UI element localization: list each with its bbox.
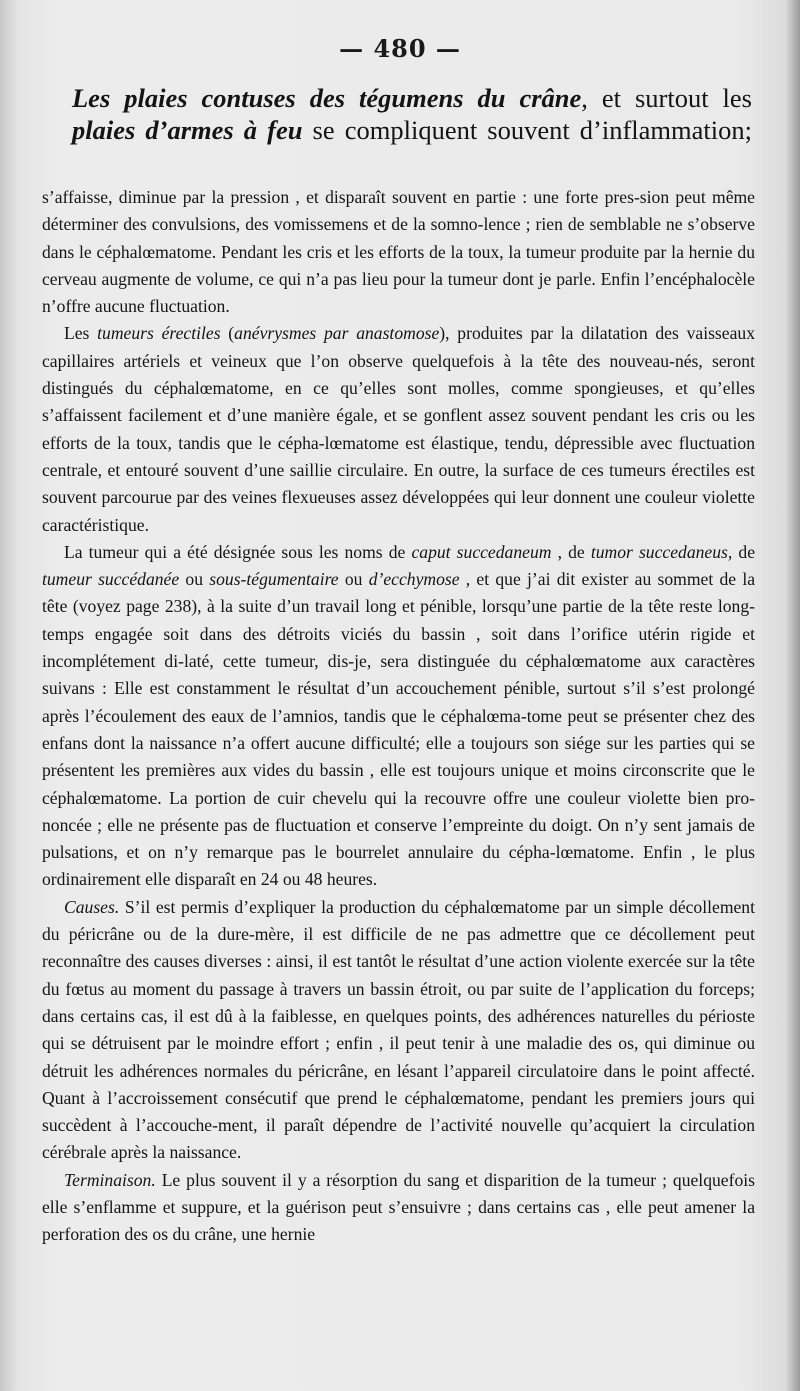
p2-text-a: Les bbox=[64, 323, 98, 344]
p2-text-c: ), produites par la dilatation des vaisseaux capillaires artériels et veineux que l’on observe quelquefois à la tête des nouveau-nés, seront distingués du céphalœmatome, en ce qu’elles sont molles, comme spongieuses, et qu’elles s’affaissent facilement et d’une manière égale, et se gonflent assez souvent pendant les cris ou les efforts de la toux, tandis que le cépha-lœmatome est élastique, tendu, dépressible avec fluctuation centrale, et entouré souvent d’une saillie circulaire. En outre, la surface de ces tumeurs érectiles est souvent parcourue par des veines flexueuses assez développées qui leur donnent une couleur violette caractéristique. bbox=[42, 323, 755, 535]
body-text bbox=[42, 184, 755, 1249]
p3-text-c: de bbox=[732, 541, 756, 562]
paragraph-1: s’affaisse, diminue par la pression , et disparaît souvent en partie : une forte pres-sion peut même déterminer des convulsions, des vomissemens et de la somno-lence ; rien de semblable ne s’observe dans le céphalœmatome. Pendant les cris et les efforts de la toux, la tumeur produite par la hernie du cerveau augmente de volume, ce qui n’a pas lieu pour la tumeur dont je parle. Enfin l’encéphalocèle n’offre aucune fluctuation. bbox=[42, 187, 755, 317]
p4-text: S’il est permis d’expliquer la production du céphalœmatome par un simple décollement du péricrâne ou de la dure-mère, il est difficile de ne pas admettre que ce décollement peut reconnaître des causes diverses : ainsi, il est tantôt le résultat d’une action violente exercée sur la tête du fœtus au moment du passage à travers un bassin étroit, ou par suite de l’application du forceps; dans certains cas, il est dû à la faiblesse, en quelques points, des adhérences naturelles du périoste qui se détruisent par le moindre effort ; enfin , il peut tenir à une maladie des os, qui diminue ou détruit les adhérences normales du péricrâne, en lésant l’appareil circulatoire dans le point affecté. Quant à l’accroissement consécutif que prend le céphalœmatome, pendant les premiers jours qui succèdent à l’accouche-ment, il paraît dépendre de l’activité nouvelle qu’acquiert la circulation cérébrale après la naissance. bbox=[42, 896, 755, 1163]
p3-italic-5: d’ecchymose bbox=[368, 569, 460, 590]
heading-italic-1: Les plaies contuses des tégumens du crâne bbox=[72, 83, 582, 113]
p3-text-b: , de bbox=[551, 541, 591, 562]
paragraph-3 bbox=[42, 539, 755, 894]
p3-italic-2: tumor succedaneus, bbox=[590, 541, 733, 562]
p5-text: Le plus souvent il y a résorption du sang et disparition de la tumeur ; quelquefois elle s’enflamme et suppure, et la guérison peut s’ensuivre ; dans certains cas , elle peut amener la perforation des os du crâne, une hernie bbox=[42, 1169, 755, 1245]
p3-text-d: ou bbox=[179, 569, 210, 590]
heading-text-1: , et surtout les bbox=[581, 83, 752, 113]
p3-italic-3: tumeur succédanée bbox=[42, 569, 180, 590]
p2-italic-2: anévrysmes par anastomose bbox=[234, 323, 440, 344]
paragraph-5 bbox=[42, 1167, 755, 1249]
heading-italic-2: plaies d’armes à feu bbox=[72, 115, 303, 145]
p3-italic-1: caput succedaneum bbox=[411, 541, 552, 562]
heading-line-1 bbox=[72, 82, 752, 114]
p4-italic: Causes. bbox=[64, 896, 120, 917]
paragraph-4 bbox=[42, 894, 755, 1167]
p3-text-e: ou bbox=[338, 569, 369, 590]
page-heading bbox=[72, 82, 752, 146]
p2-text-b: ( bbox=[220, 323, 235, 344]
paragraph-2 bbox=[42, 320, 755, 538]
heading-line-2 bbox=[72, 114, 752, 146]
heading-text-2: se compliquent souvent d’inflammation; bbox=[302, 115, 753, 145]
p5-italic: Terminaison. bbox=[64, 1169, 156, 1190]
p3-text-f: , et que j’ai dit exister au sommet de la tête (voyez page 238), à la suite d’un travail long et pénible, lorsqu’une partie de la tête reste long-temps engagée soit dans des détroits viciés du bassin , soit dans l’orifice utérin rigide et incomplétement di-laté, cette tumeur, dis-je, sera distinguée du céphalœmatome aux caractères suivans : Elle est constamment le résultat d’un accouchement pénible, surtout s’il s’est prolongé après l’écoulement des eaux de l’amnios, tandis que le céphalœma-tome peut se présenter chez des enfans dont la naissance n’a offert aucune difficulté; elle a toujours son siége sur les parties qui se présentent les premières aux vides du bassin , elle est toujours unique et moins circonscrite que le céphalœmatome. La portion de cuir chevelu qui la recouvre offre une couleur violette bien pro-noncée ; elle ne présente pas de fluctuation et conserve l’empreinte du doigt. On n’y sent jamais de pulsations, et on n’y remarque pas le bourrelet annulaire du cépha-lœmatome. Enfin , le plus ordinairement elle disparaît en 24 ou 48 heures. bbox=[42, 569, 756, 890]
p3-text-a: La tumeur qui a été désignée sous les noms de bbox=[64, 541, 412, 562]
page-number: — 480 — bbox=[339, 34, 461, 63]
p2-italic-1: tumeurs érectiles bbox=[97, 323, 221, 344]
p3-italic-4: sous-tégumentaire bbox=[209, 569, 339, 590]
